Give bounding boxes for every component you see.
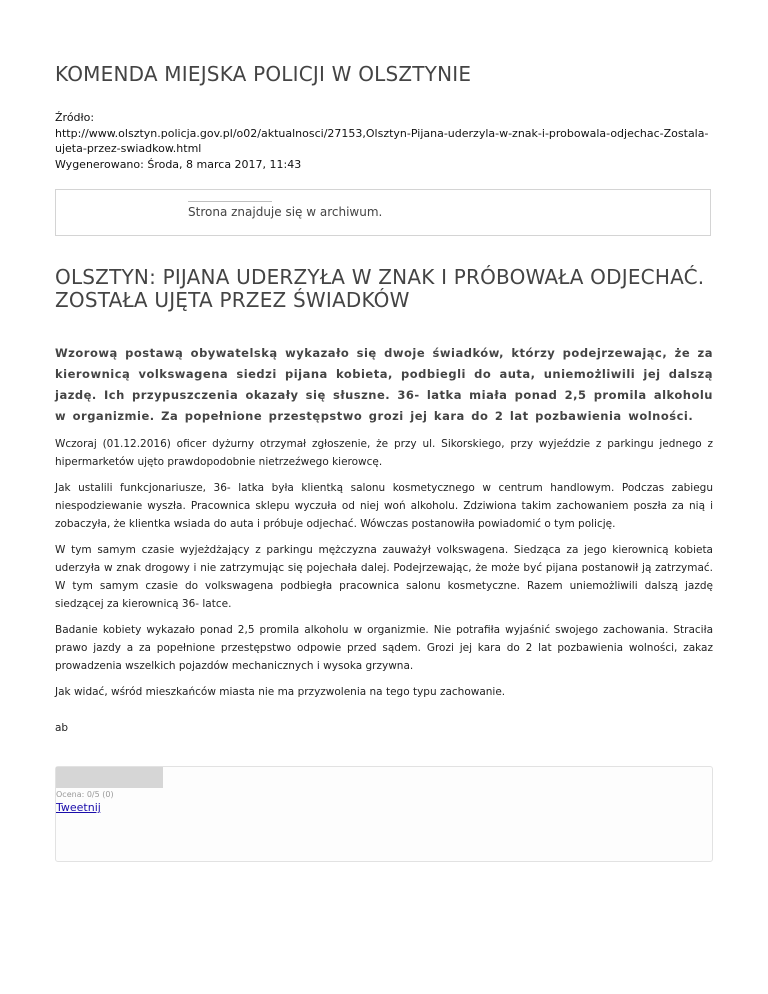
archive-notice: Strona znajduje się w archiwum. [188, 205, 383, 219]
tweet-link[interactable]: Tweetnij [56, 801, 101, 814]
generated-date: Wygenerowano: Środa, 8 marca 2017, 11:43 [55, 157, 302, 171]
site-title: KOMENDA MIEJSKA POLICJI W OLSZTYNIE [55, 62, 472, 86]
article-paragraph: Badanie kobiety wykazało ponad 2,5 promila alkoholu w organizmie. Nie potrafiła wyjaśnić swojego zachowania. Straciła prawo jazdy a za popełnione przestępstwo odpowie przed sądem. Grozi jej kara do 2 lat pozbawienia wolności, zakaz prowadzenia wszelkich pojazdów mechanicznych i wysoka grzywna. [55, 624, 713, 672]
article-title: OLSZTYN: PIJANA UDERZYŁA W ZNAK I PRÓBOWAŁA ODJECHAĆ. ZOSTAŁA UJĘTA PRZEZ ŚWIADKÓW [55, 265, 705, 312]
rating-stars-placeholder[interactable] [56, 767, 163, 788]
rating-text: Ocena: 0/5 (0) [56, 790, 114, 799]
article-paragraph: Jak ustalili funkcjonariusze, 36- latka była klientką salonu kosmetycznego w centrum handlowym. Podczas zabiegu niespodziewanie wyszła. Pracownica sklepu wyczuła od niej woń alkoholu. Zdziwiona takim zachowaniem poszła za nią i zobaczyła, że klientka wsiada do auta i próbuje odjechać. Wówczas postanowiła powiadomić o tym policję. [55, 482, 713, 530]
article-paragraph: W tym samym czasie wyjeżdżający z parkingu mężczyzna zauważył volkswagena. Siedząca za jego kierownicą kobieta uderzyła w znak drogowy i nie zatrzymując się pojechała dalej. Podejrzewając, że może być pijana postanowił ją zatrzymać. W tym samym czasie do volkswagena podbiegła pracownica salonu kosmetyczne. Razem uniemożliwili dalszą jazdę siedzącej za kierownicą 36- latce. [55, 544, 713, 610]
archive-notice-box [55, 189, 711, 236]
article-signature: ab [55, 722, 69, 734]
article-lead: Wzorową postawą obywatelską wykazało się dwoje świadków, którzy podejrzewając, że za kierownicą volkswagena siedzi pijana kobieta, podbiegli do auta, uniemożliwili jej dalszą jazdę. Ich przypuszczenia okazały się słuszne. 36- latka miała ponad 2,5 promila alkoholu w organizmie. Za popełnione przestępstwo grozi jej kara do 2 lat pozbawienia wolności. [55, 346, 713, 423]
article-paragraph: Jak widać, wśród mieszkańców miasta nie ma przyzwolenia na tego typu zachowanie. [55, 686, 506, 698]
archive-divider [188, 201, 272, 202]
rating-box [55, 766, 713, 862]
article-paragraph: Wczoraj (01.12.2016) oficer dyżurny otrzymał zgłoszenie, że przy ul. Sikorskiego, przy wyjeździe z parkingu jednego z hipermarketów ujęto prawdopodobnie nietrzeźwego kierowcę. [55, 438, 713, 468]
source-url: http://www.olsztyn.policja.gov.pl/o02/aktualnosci/27153,Olsztyn-Pijana-uderzyla-w-znak-i-probowala-odjechac-Zostala-ujeta-przez-swiadkow.html [55, 126, 709, 155]
source-info [55, 110, 713, 172]
source-label: Źródło: [55, 111, 95, 124]
